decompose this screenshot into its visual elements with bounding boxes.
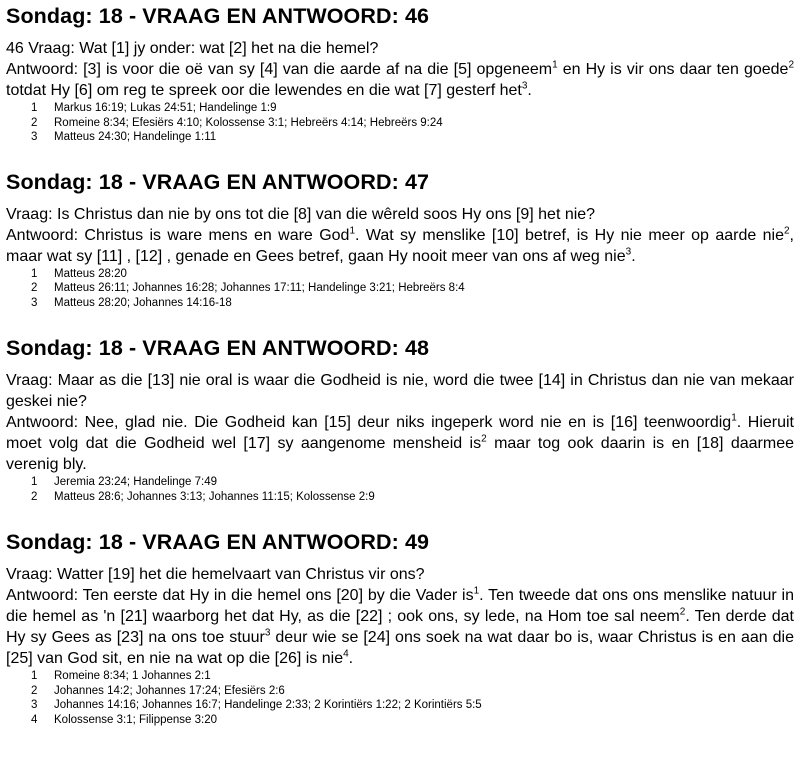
answer-text-part: en Hy is vir ons daar ten goede (557, 61, 789, 78)
answer-text-part: maar tog ook daarin is en [18] daarmee verenig bly. (6, 435, 794, 473)
reference-text: Matteus 28:20 (54, 267, 127, 280)
reference-text: Johannes 14:16; Johannes 16:7; Handelinge 2:33; 2 Korintiërs 1:22; 2 Korintiërs 5:5 (54, 699, 482, 711)
reference-item (31, 684, 794, 699)
footnote-marker: 2 (481, 433, 487, 445)
reference-number: 2 (31, 490, 38, 503)
footnote-marker: 2 (783, 225, 790, 237)
answer-prefix: Antwoord: (6, 587, 83, 604)
reference-text: Romeine 8:34; Efesiërs 4:10; Kolossense 3:1; Hebreërs 4:14; Hebreërs 9:24 (54, 116, 443, 129)
answer-text-part: Nee, glad nie. Die Godheid kan [15] deur niks ingeperk word nie en is [16] teenwoordig (84, 414, 732, 431)
answer-prefix: Antwoord: (6, 61, 84, 78)
reference-item (31, 475, 794, 490)
answer-text-part: , maar wat sy [11] , [12] , genade en Gees betref, gaan Hy nooit meer van ons af weg nie (6, 226, 794, 265)
answer-paragraph (6, 412, 794, 475)
question-text: Is Christus dan nie by ons tot die [8] van die wêreld soos Hy ons [9] het nie? (57, 205, 596, 223)
reference-number: 2 (31, 282, 38, 294)
section-heading: Sondag: 18 - VRAAG EN ANTWOORD: 46 (6, 4, 430, 28)
reference-number: 3 (31, 131, 38, 143)
question-paragraph (6, 370, 794, 412)
reference-list (31, 475, 794, 504)
answer-text-part: Ten eerste dat Hy in die hemel ons [20] by die Vader is (82, 587, 474, 604)
question-prefix: 46 Vraag: (6, 40, 80, 57)
reference-text: Matteus 28:6; Johannes 3:13; Johannes 11:15; Kolossense 2:9 (54, 490, 375, 503)
answer-prefix: Antwoord: (6, 226, 85, 244)
qa-section-46 (6, 3, 794, 145)
reference-text: Romeine 8:34; 1 Johannes 2:1 (54, 670, 211, 682)
reference-text: Jeremia 23:24; Handelinge 7:49 (54, 476, 218, 488)
qa-section-47 (6, 169, 794, 311)
reference-item (31, 669, 794, 684)
footnote-marker: 3 (264, 627, 271, 639)
reference-number: 1 (31, 267, 38, 280)
reference-text: Matteus 28:20; Johannes 14:16-18 (54, 296, 232, 309)
reference-item (31, 267, 794, 282)
question-prefix: Vraag: (6, 205, 57, 223)
question-text: Wat [1] jy onder: wat [2] het na die hemel? (79, 40, 379, 57)
question-text: Watter [19] het die hemelvaart van Christus vir ons? (57, 566, 425, 583)
footnote-marker: 1 (552, 59, 558, 71)
answer-text-part: . Hieruit moet volg dat die Godheid wel [17] sy aangenome mensheid is (6, 414, 795, 452)
footnote-marker: 1 (731, 412, 737, 424)
question-prefix: Vraag: (6, 372, 58, 389)
reference-item (31, 101, 794, 116)
reference-item (31, 698, 794, 713)
reference-text: Markus 16:19; Lukas 24:51; Handelinge 1:9 (54, 102, 277, 114)
answer-text-part: . (631, 247, 636, 265)
section-heading: Sondag: 18 - VRAAG EN ANTWOORD: 47 (6, 169, 430, 194)
reference-list (31, 669, 794, 727)
reference-item (31, 281, 794, 296)
answer-text-part: . Ten derde dat Hy sy Gees as [23] na ons toe stuur (6, 608, 795, 646)
reference-item (31, 713, 794, 728)
footnote-marker: 1 (349, 225, 355, 237)
question-paragraph (6, 204, 794, 225)
reference-number: 3 (31, 699, 38, 711)
question-paragraph (6, 564, 794, 585)
footnote-marker: 4 (343, 648, 349, 660)
reference-text: Kolossense 3:1; Filippense 3:20 (54, 713, 218, 726)
answer-text-part: . (527, 82, 532, 99)
footnote-marker: 3 (521, 80, 528, 92)
section-heading: Sondag: 18 - VRAAG EN ANTWOORD: 49 (6, 530, 430, 554)
reference-number: 1 (31, 476, 38, 488)
reference-number: 2 (31, 684, 38, 697)
qa-section-49 (6, 529, 794, 727)
footnote-marker: 2 (788, 59, 794, 71)
reference-text: Matteus 26:11; Johannes 16:28; Johannes 17:11; Handelinge 3:21; Hebreërs 8:4 (54, 282, 465, 294)
qa-section-48 (6, 335, 794, 504)
document-page (0, 3, 800, 727)
answer-text-part: . Wat sy menslike [10] betref, is Hy nie meer op aarde nie (355, 226, 784, 244)
reference-text: Matteus 24:30; Handelinge 1:11 (54, 131, 217, 143)
question-prefix: Vraag: (6, 566, 57, 583)
question-paragraph (6, 38, 794, 59)
reference-number: 4 (31, 713, 38, 726)
reference-number: 3 (31, 296, 38, 309)
footnote-marker: 2 (679, 606, 686, 618)
reference-number: 2 (31, 116, 38, 129)
reference-item (31, 116, 794, 131)
footnote-marker: 3 (625, 246, 632, 258)
reference-list (31, 101, 794, 145)
answer-text-part: totdat Hy [6] om reg te spreek oor die lewendes en die wat [7] gesterf het (6, 82, 522, 99)
answer-prefix: Antwoord: (6, 414, 85, 431)
reference-item (31, 130, 794, 145)
answer-text-part: [3] is voor die oë van sy [4] van die aarde af na die [5] opgeneem (83, 61, 553, 78)
section-heading: Sondag: 18 - VRAAG EN ANTWOORD: 48 (6, 336, 430, 360)
answer-text-part: . (348, 650, 354, 667)
reference-number: 1 (31, 102, 38, 114)
answer-paragraph (6, 585, 794, 669)
reference-text: Johannes 14:2; Johannes 17:24; Efesiërs 2:6 (54, 684, 285, 697)
answer-text-part: deur wie se [24] ons soek na wat daar bo is, waar Christus is en aan die [25] van God sit, en nie na wat op die [26] is nie (6, 629, 794, 667)
question-text: Maar as die [13] nie oral is waar die Godheid is nie, word die twee [14] in Christus dan nie van mekaar geskei nie? (6, 372, 795, 410)
reference-number: 1 (31, 670, 38, 682)
reference-list (31, 267, 794, 311)
reference-item (31, 490, 794, 505)
answer-text-part: Christus is ware mens en ware God (84, 226, 350, 244)
reference-item (31, 296, 794, 311)
answer-paragraph (6, 225, 794, 267)
answer-paragraph (6, 59, 794, 101)
answer-text-part: . Ten tweede dat ons ons menslike natuur in die hemel as 'n [21] waarborg het dat Hy, as die [22] ; ook ons, sy lede, na Hom toe sal neem (6, 587, 795, 625)
footnote-marker: 1 (473, 585, 480, 597)
